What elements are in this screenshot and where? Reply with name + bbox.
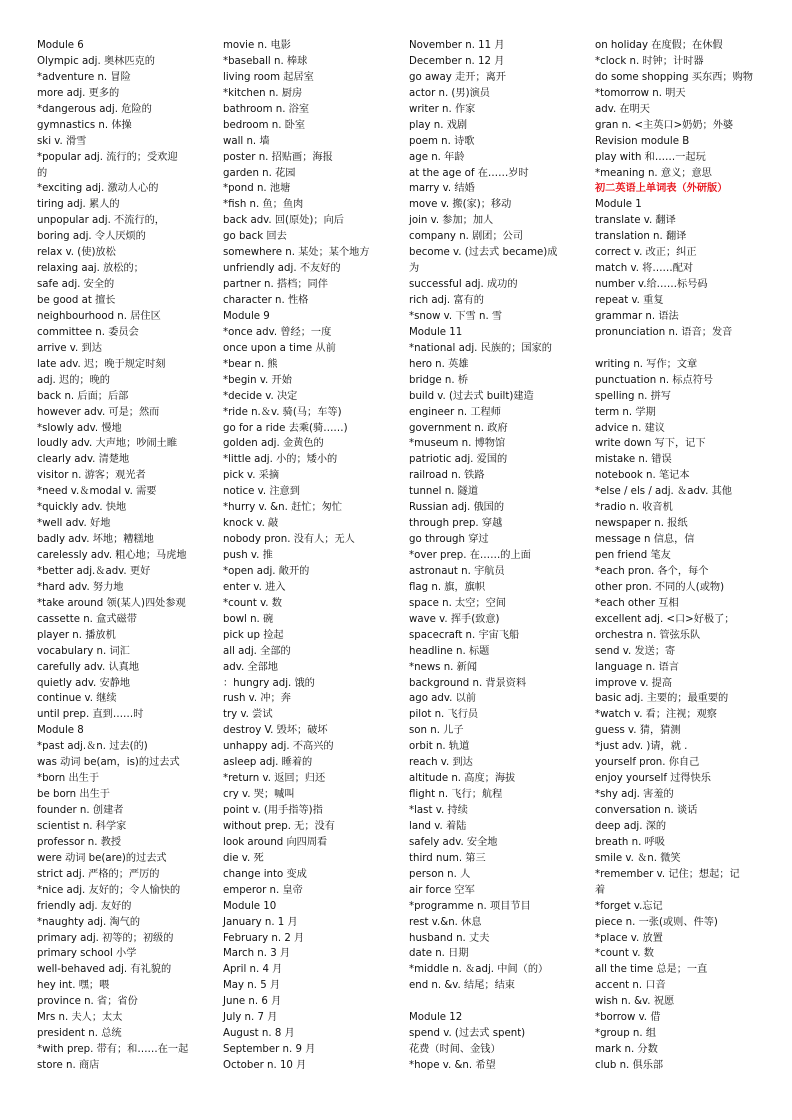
vocab-entry: move v. 搬(家)；移动 — [409, 199, 512, 211]
vocab-entry: improve v. 提高 — [595, 677, 673, 689]
vocab-entry: breath n. 呼吸 — [595, 836, 665, 848]
vocab-entry: *count v. 数 — [223, 597, 282, 609]
vocab-entry: hey int. 嘿；喂 — [37, 980, 110, 992]
vocab-entry: age n. 年龄 — [409, 151, 465, 163]
vocab-entry: poster n. 招贴画；海报 — [223, 151, 333, 163]
vocab-entry: pilot n. 飞行员 — [409, 709, 479, 721]
vocab-entry: *middle n. ＆adj. 中间（的） — [409, 964, 549, 976]
vocab-entry: well-behaved adj. 有礼貌的 — [37, 964, 172, 976]
vocab-entry: all adj. 全部的 — [223, 645, 291, 657]
vocab-entry: *group n. 组 — [595, 1028, 657, 1040]
vocab-entry: ago adv. 以前 — [409, 693, 476, 705]
vocab-entry: number v.给……标号码 — [595, 279, 708, 291]
vocab-entry: character n. 性格 — [223, 295, 309, 306]
vocab-entry: conversation n. 谈话 — [595, 805, 698, 816]
vocab-entry: unpopular adj. 不流行的， — [37, 215, 165, 227]
vocab-entry: other pron. 不同的人(或物) — [595, 581, 725, 593]
vocab-entry: knock v. 敲 — [223, 518, 279, 530]
vocab-entry: badly adv. 坏地；糟糕地 — [37, 534, 154, 546]
vocab-entry: club n. 俱乐部 — [595, 1060, 664, 1071]
vocab-entry: *each other 互相 — [595, 597, 679, 609]
vocab-entry: land v. 着陆 — [409, 820, 467, 832]
vocab-entry: *hard adv. 努力地 — [37, 581, 124, 593]
vocab-entry: end n. &v. 结尾；结束 — [409, 980, 515, 992]
vocab-entry: May n. 5 月 — [223, 980, 281, 992]
vocab-entry: at the age of 在……岁时 — [409, 167, 529, 179]
vocab-entry: *once adv. 曾经；一度 — [223, 326, 332, 338]
vocab-entry: emperor n. 皇帝 — [223, 884, 303, 896]
vocab-entry: gymnastics n. 体操 — [37, 119, 132, 131]
vocab-entry: space n. 太空；空间 — [409, 597, 506, 609]
vocab-entry: government n. 政府 — [409, 422, 508, 434]
vocab-entry: become v. (过去式 became)成 — [409, 247, 558, 259]
vocab-entry: rush v. 冲；奔 — [223, 693, 291, 705]
vocab-entry: nobody pron. 没有人；无人 — [223, 534, 355, 546]
vocab-entry: *well adv. 好地 — [37, 518, 111, 530]
vocab-entry: writer n. 作家 — [409, 103, 476, 115]
vocab-entry: quietly adv. 安静地 — [37, 677, 131, 689]
vocab-entry: somewhere n. 某处；某个地方 — [223, 247, 370, 259]
vocab-entry: living room 起居室 — [223, 71, 314, 83]
vocab-entry: without prep. 无；没有 — [223, 820, 335, 832]
vocab-entry: January n. 1 月 — [223, 916, 298, 928]
vocab-entry: spend v. (过去式 spent) — [409, 1028, 526, 1040]
vocab-entry: cry v. 哭；喊叫 — [223, 789, 295, 801]
vocab-entry: *remember v. 记住；想起；记 — [595, 868, 740, 880]
vocab-entry: were 动词 be(are)的过去式 — [37, 852, 167, 864]
vocab-entry: *news n. 新闻 — [409, 661, 478, 673]
vocab-entry: store n. 商店 — [37, 1060, 100, 1071]
vocab-entry: *dangerous adj. 危险的 — [37, 103, 152, 115]
vocab-entry: wish n. &v. 祝愿 — [595, 996, 675, 1008]
vocab-entry: notebook n. 笔记本 — [595, 470, 690, 482]
vocab-entry: bedroom n. 卧室 — [223, 119, 306, 131]
vocab-entry: newspaper n. 报纸 — [595, 518, 688, 530]
vocab-entry: *meaning n. 意义；意思 — [595, 167, 712, 179]
vocab-entry: June n. 6 月 — [223, 996, 282, 1008]
vocab-entry: adj. 迟的；晚的 — [37, 374, 110, 386]
vocab-entry: until prep. 直到……时 — [37, 709, 144, 721]
vocab-entry: term n. 学期 — [595, 406, 656, 418]
blank-line — [595, 341, 777, 357]
vocab-entry: match v. 将……配对 — [595, 263, 694, 275]
vocab-entry: *decide v. 决定 — [223, 390, 298, 402]
vocab-entry: *radio n. 收音机 — [595, 502, 673, 514]
vocab-entry: wall n. 墙 — [223, 135, 270, 147]
vocab-entry: poem n. 诗歌 — [409, 135, 475, 147]
vocab-entry: carefully adv. 认真地 — [37, 661, 140, 673]
vocab-entry: August n. 8 月 — [223, 1028, 295, 1040]
vocab-entry: primary school 小学 — [37, 948, 137, 960]
vocab-entry: pick up 捡起 — [223, 629, 284, 641]
vocab-entry: yourself pron. 你自己 — [595, 757, 700, 769]
vocab-entry: basic adj. 主要的；最重要的 — [595, 693, 729, 705]
vocab-entry: Mrs n. 夫人；太太 — [37, 1012, 123, 1024]
vocab-entry: *shy adj. 害羞的 — [595, 789, 674, 801]
module-heading: Module 6 — [37, 40, 84, 51]
vocab-entry: change into 变成 — [223, 868, 307, 880]
vocab-entry: July n. 7 月 — [223, 1012, 278, 1024]
vocab-entry: *born 出生于 — [37, 773, 100, 785]
vocab-entry: *bear n. 熊 — [223, 358, 278, 370]
vocab-entry: smile v. ＆n. 微笑 — [595, 852, 681, 864]
vocab-entry: marry v. 结婚 — [409, 183, 475, 195]
vocab-entry: *clock n. 时钟；计时器 — [595, 55, 704, 67]
vocab-entry: go for a ride 去乘(骑……) — [223, 422, 348, 434]
vocab-entry: 着 — [595, 884, 606, 896]
vocab-entry: partner n. 搭档；同伴 — [223, 279, 328, 291]
section-title: 初二英语上单词表（外研版） — [595, 183, 728, 195]
vocab-entry: Russian adj. 俄国的 — [409, 502, 505, 514]
vocab-entry: 为 — [409, 263, 420, 275]
vocab-entry: *need v.＆modal v. 需要 — [37, 486, 157, 498]
vocab-entry: go back 回去 — [223, 231, 287, 243]
vocab-entry: *pond n. 池塘 — [223, 183, 291, 195]
vocab-entry: *forget v.忘记 — [595, 900, 663, 912]
vocab-entry: accent n. 口音 — [595, 980, 666, 992]
vocab-entry: *begin v. 开始 — [223, 374, 292, 386]
module-heading: Module 11 — [409, 326, 463, 338]
vocab-entry: *with prep. 带有；和……在一起 — [37, 1044, 189, 1056]
vocab-entry: Olympic adj. 奥林匹克的 — [37, 55, 155, 67]
module-heading: Module 9 — [223, 310, 270, 322]
vocab-entry: scientist n. 科学家 — [37, 820, 127, 832]
vocab-entry: committee n. 委员会 — [37, 326, 139, 338]
vocab-entry: relax v. (使)放松 — [37, 247, 116, 259]
vocab-entry: ski v. 滑雪 — [37, 135, 87, 147]
vocab-entry: pick v. 采摘 — [223, 470, 280, 482]
vocab-entry: adv. 在明天 — [595, 103, 650, 115]
vocab-entry: look around 向四周看 — [223, 836, 328, 848]
module-heading: Module 8 — [37, 725, 84, 737]
vocab-entry: go through 穿过 — [409, 534, 489, 546]
vocab-entry: late adv. 迟；晚于规定时刻 — [37, 358, 166, 370]
vocab-entry: *slowly adv. 慢地 — [37, 422, 122, 434]
vocab-entry: *nice adj. 友好的；令人愉快的 — [37, 884, 181, 896]
vocab-entry: friendly adj. 友好的 — [37, 900, 132, 912]
vocab-entry: *programme n. 项目节目 — [409, 900, 531, 912]
vocab-entry: 花费（时间、金钱） — [409, 1044, 501, 1056]
vocab-entry: neighbourhood n. 居住区 — [37, 310, 161, 322]
vocab-entry: safely adv. 安全地 — [409, 836, 498, 848]
vocab-entry: movie n. 电影 — [223, 40, 291, 51]
vocab-entry: enter v. 进入 — [223, 581, 286, 593]
vocab-entry: *ride n.＆v. 骑(马；车等) — [223, 406, 342, 418]
vocab-entry: orchestra n. 管弦乐队 — [595, 629, 701, 641]
module-heading: Module 10 — [223, 900, 277, 912]
vocab-entry: punctuation n. 标点符号 — [595, 374, 714, 386]
vocab-entry: translate v. 翻译 — [595, 215, 676, 227]
vocab-entry: *snow v. 下雪 n. 雪 — [409, 310, 503, 322]
vocab-entry: bridge n. 桥 — [409, 374, 469, 386]
vocab-entry: send v. 发送；寄 — [595, 645, 676, 657]
vocab-entry: *kitchen n. 厨房 — [223, 87, 303, 99]
vocab-entry: February n. 2 月 — [223, 932, 305, 944]
vocabulary-column-3 — [409, 38, 591, 1074]
vocab-entry: November n. 11 月 — [409, 40, 505, 51]
vocab-entry: back n. 后面；后部 — [37, 390, 129, 402]
vocab-entry: go away 走开；离开 — [409, 71, 506, 83]
vocab-entry: spelling n. 拼写 — [595, 390, 672, 402]
vocab-entry: third num. 第三 — [409, 852, 486, 864]
vocab-entry: *just adv. )请，就 . — [595, 741, 688, 753]
vocab-entry: do some shopping 买东西；购物 — [595, 71, 753, 83]
vocab-entry: garden n. 花园 — [223, 167, 296, 179]
vocab-entry: write down 写下，记下 — [595, 438, 706, 450]
vocab-entry: actor n. (男)演员 — [409, 87, 490, 99]
vocab-entry: engineer n. 工程师 — [409, 406, 501, 418]
vocab-entry: however adv. 可是；然而 — [37, 406, 160, 418]
vocab-entry: date n. 日期 — [409, 948, 469, 960]
vocab-entry: patriotic adj. 爱国的 — [409, 454, 508, 466]
vocab-entry: be good at 擅长 — [37, 295, 116, 306]
vocab-entry: *national adj. 民族的；国家的 — [409, 342, 552, 354]
vocab-entry: play with 和……一起玩 — [595, 151, 706, 163]
vocab-entry: notice v. 注意到 — [223, 486, 300, 498]
vocab-entry: visitor n. 游客；观光者 — [37, 470, 146, 482]
vocab-entry: push v. 推 — [223, 550, 273, 561]
vocab-entry: mistake n. 错误 — [595, 454, 672, 466]
vocab-entry: company n. 剧团；公司 — [409, 231, 524, 243]
vocab-entry: arrive v. 到达 — [37, 342, 102, 354]
vocab-entry: enjoy yourself 过得快乐 — [595, 773, 711, 785]
vocab-entry: wave v. 挥手(致意) — [409, 613, 500, 625]
vocab-entry: try v. 尝试 — [223, 709, 273, 721]
vocab-entry: April n. 4 月 — [223, 964, 283, 976]
vocab-entry: more adj. 更多的 — [37, 87, 120, 99]
vocab-entry: *else / els / adj. ＆adv. 其他 — [595, 486, 732, 498]
vocab-entry: *last v. 持续 — [409, 805, 468, 816]
vocab-entry: flag n. 旗，旗帜 — [409, 581, 486, 593]
vocab-entry: husband n. 丈夫 — [409, 932, 490, 944]
vocab-entry: play n. 戏剧 — [409, 119, 468, 131]
vocab-entry: adv. 全部地 — [223, 661, 278, 673]
vocab-entry: pronunciation n. 语音；发音 — [595, 326, 733, 338]
blank-line — [409, 994, 591, 1010]
vocab-entry: piece n. 一张(或则、件等) — [595, 916, 718, 928]
vocab-entry: air force 空军 — [409, 884, 475, 896]
vocab-entry: March n. 3 月 — [223, 948, 291, 960]
vocab-entry: September n. 9 月 — [223, 1044, 316, 1056]
vocab-entry: back adv. 回(原处)；向后 — [223, 215, 344, 227]
vocab-entry: *popular adj. 流行的；受欢迎 — [37, 151, 178, 163]
vocab-entry: relaxing aaj. 放松的； — [37, 263, 144, 275]
vocab-entry: once upon a time 从前 — [223, 342, 336, 354]
vocab-entry: *count v. 数 — [595, 948, 654, 960]
vocab-entry: unfriendly adj. 不友好的 — [223, 263, 341, 275]
vocab-entry: *hurry v. &n. 赶忙；匆忙 — [223, 502, 343, 514]
vocab-entry: be born 出生于 — [37, 789, 110, 801]
vocab-entry: son n. 儿子 — [409, 725, 464, 737]
vocab-entry: orbit n. 轨道 — [409, 741, 470, 753]
vocab-entry: *place v. 放置 — [595, 932, 663, 944]
vocab-entry: *over prep. 在……的上面 — [409, 550, 531, 561]
vocab-entry: tunnel n. 隧道 — [409, 486, 479, 498]
vocab-entry: *baseball n. 棒球 — [223, 55, 308, 67]
vocab-entry: deep adj. 深的 — [595, 820, 667, 832]
vocab-entry: language n. 语言 — [595, 661, 679, 673]
vocab-entry: *little adj. 小的；矮小的 — [223, 454, 338, 466]
vocab-entry: professor n. 教授 — [37, 836, 122, 848]
vocab-entry: repeat v. 重复 — [595, 295, 664, 306]
vocab-entry: die v. 死 — [223, 852, 264, 864]
vocab-entry: vocabulary n. 词汇 — [37, 645, 130, 657]
vocab-entry: point v. (用手指等)指 — [223, 805, 323, 816]
module-heading: Revision module B — [595, 135, 690, 147]
vocab-entry: *museum n. 博物馆 — [409, 438, 506, 450]
vocab-entry: province n. 省；省份 — [37, 996, 138, 1008]
vocab-entry: asleep adj. 睡着的 — [223, 757, 313, 769]
vocab-entry: astronaut n. 宇航员 — [409, 565, 505, 577]
vocab-entry: *hope v. &n. 希望 — [409, 1060, 496, 1071]
vocab-entry: mark n. 分数 — [595, 1044, 658, 1056]
vocab-entry: boring adj. 令人厌烦的 — [37, 231, 146, 243]
vocab-entry: *take around 领(某人)四处参观 — [37, 597, 186, 609]
vocab-entry: destroy V. 毁坏；破坏 — [223, 725, 328, 737]
vocab-entry: hero n. 英雄 — [409, 358, 469, 370]
vocab-entry: railroad n. 铁路 — [409, 470, 485, 482]
vocab-entry: bowl n. 碗 — [223, 613, 274, 625]
vocab-entry: *exciting adj. 激动人心的 — [37, 183, 159, 195]
vocab-entry: October n. 10 月 — [223, 1060, 307, 1071]
vocab-entry: background n. 背景资料 — [409, 677, 527, 689]
module-heading: Module 1 — [595, 199, 642, 211]
vocab-entry: *fish n. 鱼；鱼肉 — [223, 199, 304, 211]
vocab-entry: grammar n. 语法 — [595, 310, 679, 322]
vocab-entry: *tomorrow n. 明天 — [595, 87, 686, 99]
vocab-entry: unhappy adj. 不高兴的 — [223, 741, 334, 753]
vocab-entry: strict adj. 严格的；严厉的 — [37, 868, 160, 880]
vocabulary-column-2 — [223, 38, 405, 1074]
vocabulary-column-4 — [595, 38, 777, 1074]
vocab-entry: *watch v. 看；注视；观察 — [595, 709, 717, 721]
module-heading: Module 12 — [409, 1012, 463, 1024]
vocab-entry: 的 — [37, 167, 48, 179]
vocab-entry: message n 信息，信 — [595, 534, 695, 546]
vocab-entry: tiring adj. 累人的 — [37, 199, 120, 211]
vocab-entry: safe adj. 安全的 — [37, 279, 115, 291]
vocab-entry: guess v. 猜，猜测 — [595, 725, 681, 737]
vocab-entry: continue v. 继续 — [37, 693, 117, 705]
vocab-entry: *better adj.＆adv. 更好 — [37, 565, 151, 577]
vocab-entry: rich adj. 富有的 — [409, 295, 484, 306]
vocab-entry: join v. 参加；加人 — [409, 215, 494, 227]
vocab-entry: spacecraft n. 宇宙飞船 — [409, 629, 520, 641]
vocab-entry: ：hungry adj. 饿的 — [223, 677, 315, 689]
vocab-entry: through prep. 穿越 — [409, 518, 503, 530]
vocab-entry: all the time 总是；一直 — [595, 964, 708, 976]
vocab-entry: *open adj. 敞开的 — [223, 565, 310, 577]
vocab-entry: *borrow v. 借 — [595, 1012, 661, 1024]
vocab-entry: headline n. 标题 — [409, 645, 490, 657]
vocab-entry: player n. 播放机 — [37, 629, 116, 641]
vocab-entry: correct v. 改正；纠正 — [595, 247, 697, 259]
vocab-entry: founder n. 创建者 — [37, 805, 124, 816]
vocab-entry: gran n. <主英口>奶奶；外婆 — [595, 119, 734, 131]
vocab-entry: rest v.&n. 休息 — [409, 916, 482, 928]
vocab-entry: person n. 人 — [409, 868, 471, 880]
vocab-entry: was 动词 be(am，is)的过去式 — [37, 757, 180, 769]
vocab-entry: clearly adv. 清楚地 — [37, 454, 130, 466]
vocab-entry: translation n. 翻译 — [595, 231, 687, 243]
vocab-entry: golden adj. 金黄色的 — [223, 438, 324, 450]
vocab-entry: *return v. 返回；归还 — [223, 773, 326, 785]
vocab-entry: carelessly adv. 粗心地；马虎地 — [37, 550, 187, 561]
vocab-entry: December n. 12 月 — [409, 55, 505, 67]
vocab-entry: loudly adv. 大声地；吵闹土睢 — [37, 438, 178, 450]
vocab-entry: flight n. 飞行；航程 — [409, 789, 503, 801]
vocab-entry: president n. 总统 — [37, 1028, 122, 1040]
vocab-entry: on holiday 在度假；在休假 — [595, 40, 723, 51]
vocab-entry: pen friend 笔友 — [595, 550, 671, 561]
vocab-entry: excellent adj. <口>好极了； — [595, 613, 735, 625]
vocab-entry: writing n. 写作；文章 — [595, 358, 698, 370]
vocabulary-column-1 — [37, 38, 219, 1074]
vocab-entry: *adventure n. 冒险 — [37, 71, 131, 83]
vocab-entry: reach v. 到达 — [409, 757, 473, 769]
vocab-entry: *each pron. 各个，每个 — [595, 565, 709, 577]
vocab-entry: build v. (过去式 built)建造 — [409, 390, 534, 402]
vocab-entry: successful adj. 成功的 — [409, 279, 518, 291]
vocab-entry: primary adj. 初等的；初级的 — [37, 932, 174, 944]
vocab-entry: advice n. 建议 — [595, 422, 665, 434]
vocab-entry: cassette n. 盒式磁带 — [37, 613, 137, 625]
vocab-entry: bathroom n. 浴室 — [223, 103, 310, 115]
vocab-entry: *naughty adj. 淘气的 — [37, 916, 141, 928]
vocab-entry: *quickly adv. 快地 — [37, 502, 127, 514]
vocab-entry: *past adj.＆n. 过去(的) — [37, 741, 148, 753]
vocab-entry: altitude n. 高度；海拔 — [409, 773, 516, 785]
